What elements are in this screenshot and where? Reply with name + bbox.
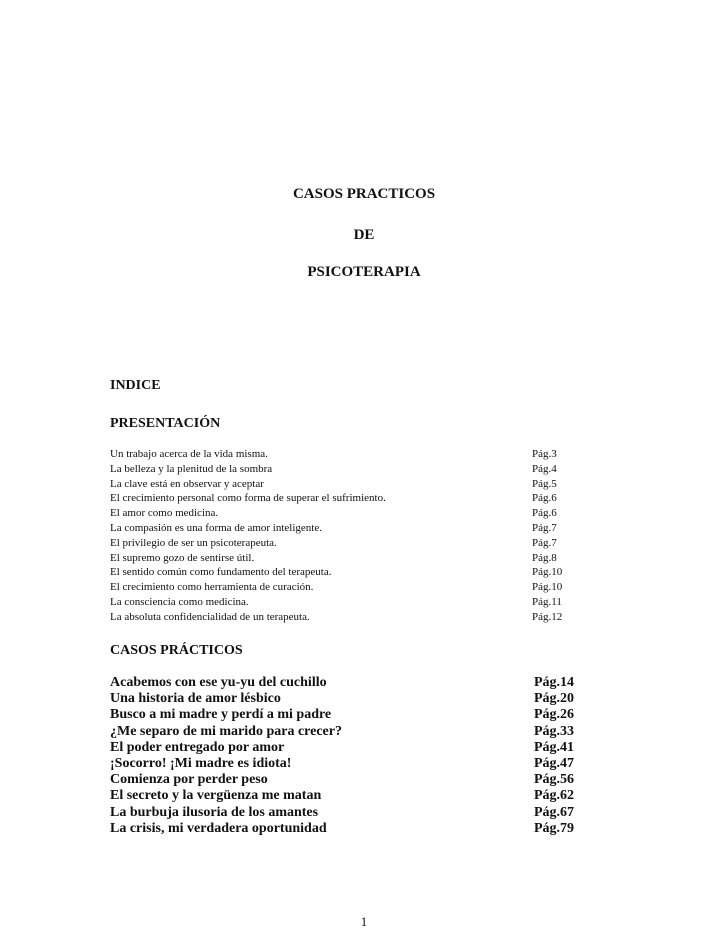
toc-entry-page: Pág.20 bbox=[534, 691, 575, 707]
toc-entry-page: Pág.56 bbox=[534, 772, 575, 788]
toc-entry-page: Pág.7 bbox=[532, 536, 557, 549]
toc-entry bbox=[110, 740, 580, 756]
page-number: 1 bbox=[360, 914, 368, 929]
toc-entry-page: Pág.12 bbox=[532, 610, 563, 623]
toc-entry-title: Busco a mi madre y perdí a mi padre bbox=[110, 707, 332, 723]
toc-entry-page: Pág.7 bbox=[532, 521, 557, 534]
toc-entry-page: Pág.41 bbox=[534, 739, 575, 755]
toc-entry bbox=[110, 462, 570, 477]
toc-entry bbox=[110, 788, 580, 804]
toc-entry-title: Acabemos con ese yu-yu del cuchillo bbox=[110, 675, 327, 690]
toc-entry bbox=[110, 447, 570, 462]
toc-entry-title: La crisis, mi verdadera oportunidad bbox=[110, 820, 327, 836]
toc-entry-page: Pág.6 bbox=[532, 492, 557, 505]
toc-entry-page: Pág.62 bbox=[534, 788, 575, 804]
toc-entry bbox=[110, 691, 580, 707]
toc-entry-title: El supremo gozo de sentirse útil. bbox=[110, 551, 255, 564]
toc-entry-title: La burbuja ilusoria de los amantes bbox=[110, 804, 319, 820]
toc-entry-page: Pág.3 bbox=[532, 448, 557, 460]
toc-entry bbox=[110, 707, 580, 723]
toc-entry-page: Pág.67 bbox=[534, 804, 575, 820]
toc-entry bbox=[110, 595, 570, 610]
toc-entry bbox=[110, 491, 570, 506]
toc-entry bbox=[110, 724, 580, 740]
toc-entry-title: El poder entregado por amor bbox=[110, 739, 285, 755]
toc-entry-title: ¿Me separo de mi marido para crecer? bbox=[110, 723, 342, 739]
toc-entry-page: Pág.10 bbox=[532, 566, 563, 579]
document-title-line-2: DE bbox=[353, 227, 375, 243]
toc-entry bbox=[110, 675, 580, 691]
toc-entry-page: Pág.4 bbox=[532, 462, 557, 475]
toc-entry bbox=[110, 551, 570, 566]
toc-entry bbox=[110, 521, 570, 536]
toc-entry-page: Pág.5 bbox=[532, 477, 557, 490]
toc-entry-page: Pág.14 bbox=[534, 675, 575, 690]
toc-entry bbox=[110, 610, 570, 625]
toc-entry-title: Un trabajo acerca de la vida misma. bbox=[110, 448, 268, 460]
toc-entry-title: La belleza y la plenitud de la sombra bbox=[110, 462, 273, 475]
index-heading: INDICE bbox=[110, 378, 161, 393]
toc-entry-page: Pág.10 bbox=[532, 581, 563, 594]
toc-entry-page: Pág.11 bbox=[532, 595, 562, 608]
toc-entry-title: El crecimiento como herramienta de curación. bbox=[110, 581, 314, 594]
toc-entry-title: El amor como medicina. bbox=[110, 507, 219, 520]
toc-entry-title: La clave está en observar y aceptar bbox=[110, 477, 264, 490]
document-title-line-1: CASOS PRACTICOS bbox=[292, 186, 436, 202]
toc-entry-page: Pág.47 bbox=[534, 755, 575, 771]
toc-entry-title: Una historia de amor lésbico bbox=[110, 691, 281, 707]
presentation-heading: PRESENTACIÓN bbox=[110, 416, 221, 431]
presentation-toc bbox=[110, 447, 570, 625]
toc-entry-title: La compasión es una forma de amor inteligente. bbox=[110, 521, 322, 534]
toc-entry bbox=[110, 506, 570, 521]
toc-entry-title: El privilegio de ser un psicoterapeuta. bbox=[110, 536, 277, 549]
document-title-line-3: PSICOTERAPIA bbox=[307, 264, 421, 280]
toc-entry bbox=[110, 580, 570, 595]
toc-entry bbox=[110, 772, 580, 788]
cases-heading: CASOS PRÁCTICOS bbox=[110, 643, 243, 658]
toc-entry-title: El sentido común como fundamento del terapeuta. bbox=[110, 566, 332, 579]
toc-entry bbox=[110, 821, 580, 837]
toc-entry-page: Pág.6 bbox=[532, 507, 557, 520]
toc-entry-title: ¡Socorro! ¡Mi madre es idiota! bbox=[110, 755, 292, 771]
cases-toc bbox=[110, 675, 580, 837]
toc-entry-title: El secreto y la vergüenza me matan bbox=[110, 788, 322, 804]
toc-entry-page: Pág.8 bbox=[532, 551, 557, 564]
toc-entry-title: La consciencia como medicina. bbox=[110, 595, 249, 608]
toc-entry bbox=[110, 477, 570, 492]
toc-entry-page: Pág.26 bbox=[534, 707, 575, 723]
toc-entry-page: Pág.33 bbox=[534, 723, 575, 739]
toc-entry bbox=[110, 536, 570, 551]
toc-entry-title: La absoluta confidencialidad de un terapeuta. bbox=[110, 610, 310, 623]
toc-entry bbox=[110, 565, 570, 580]
toc-entry bbox=[110, 805, 580, 821]
toc-entry-page: Pág.79 bbox=[534, 820, 575, 836]
toc-entry bbox=[110, 756, 580, 772]
toc-entry-title: Comienza por perder peso bbox=[110, 772, 268, 788]
toc-entry-title: El crecimiento personal como forma de superar el sufrimiento. bbox=[110, 492, 386, 505]
